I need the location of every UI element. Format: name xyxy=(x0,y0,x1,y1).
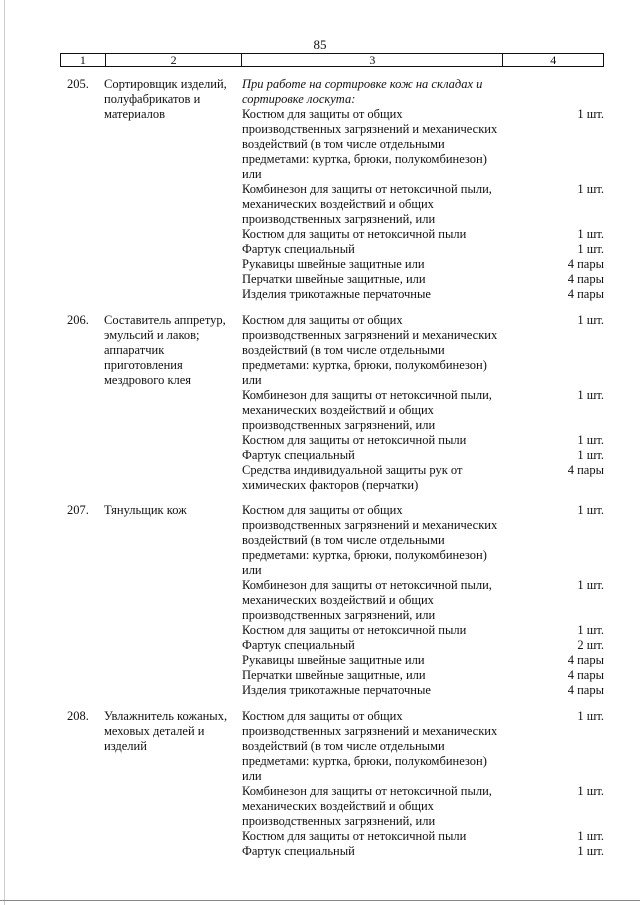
ppe-item xyxy=(242,683,604,698)
ppe-item-name: Костюм для защиты от нетоксичной пыли xyxy=(242,623,467,637)
row-number: 208. xyxy=(67,709,89,723)
header-col-4: 4 xyxy=(550,53,557,67)
row-number: 205. xyxy=(67,77,89,91)
ppe-item-name: Комбинезон для защиты от нетоксичной пыли, механических воздействий и общих производственных загрязнений, или xyxy=(242,578,492,622)
ppe-item-name: Перчатки швейные защитные, или xyxy=(242,272,426,286)
row-number: 207. xyxy=(67,503,89,517)
ppe-item-qty: 1 шт. xyxy=(577,844,604,858)
ppe-item-qty: 1 шт. xyxy=(577,182,604,196)
ppe-item-qty: 1 шт. xyxy=(577,829,604,843)
table-header-row xyxy=(60,53,604,67)
occupation-name: Увлажнитель кожаных, меховых деталей и изделий xyxy=(104,709,228,753)
ppe-item-name: Фартук специальный xyxy=(242,638,355,652)
ppe-item xyxy=(242,313,604,388)
ppe-item-name: Комбинезон для защиты от нетоксичной пыли, механических воздействий и общих производственных загрязнений, или xyxy=(242,784,492,828)
ppe-item-qty: 1 шт. xyxy=(577,227,604,241)
page-margin-line xyxy=(4,0,5,905)
ppe-item-qty: 2 шт. xyxy=(577,638,604,652)
ppe-item xyxy=(242,503,604,578)
ppe-item-name: Фартук специальный xyxy=(242,844,355,858)
work-condition-note: При работе на сортировке кож на складах и сортировке лоскута: xyxy=(242,77,483,106)
ppe-item-name: Средства индивидуальной защиты рук от химических факторов (перчатки) xyxy=(242,463,463,492)
ppe-item xyxy=(242,227,604,242)
ppe-item-qty: 4 пары xyxy=(567,287,604,301)
ppe-item-name: Костюм для защиты от нетоксичной пыли xyxy=(242,829,467,843)
ppe-item-qty: 1 шт. xyxy=(577,623,604,637)
ppe-list xyxy=(242,709,604,859)
ppe-item-name: Изделия трикотажные перчаточные xyxy=(242,287,431,301)
ppe-item-name: Костюм для защиты от общих производственных загрязнений и механических воздействий (в том числе отдельными предметами: куртка, брюки, полукомбинезон) или xyxy=(242,107,498,181)
ppe-item-qty: 1 шт. xyxy=(577,242,604,256)
ppe-item-name: Комбинезон для защиты от нетоксичной пыли, механических воздействий и общих производственных загрязнений, или xyxy=(242,388,492,432)
ppe-item-name: Перчатки швейные защитные, или xyxy=(242,668,426,682)
ppe-item-qty: 1 шт. xyxy=(577,709,604,723)
occupation-name: Тянульщик кож xyxy=(104,503,187,517)
ppe-item xyxy=(242,784,604,829)
header-col-2: 2 xyxy=(106,54,243,66)
ppe-item-qty: 4 пары xyxy=(567,463,604,477)
ppe-item xyxy=(242,638,604,653)
ppe-item xyxy=(242,433,604,448)
page-number: 85 xyxy=(313,37,327,52)
ppe-item-name: Фартук специальный xyxy=(242,448,355,462)
ppe-item-qty: 1 шт. xyxy=(577,433,604,447)
ppe-item-name: Комбинезон для защиты от нетоксичной пыли, механических воздействий и общих производственных загрязнений, или xyxy=(242,182,492,226)
ppe-item-qty: 4 пары xyxy=(567,668,604,682)
ppe-item-qty: 4 пары xyxy=(567,257,604,271)
page-bottom-edge xyxy=(0,900,640,901)
ppe-item-name: Костюм для защиты от общих производственных загрязнений и механических воздействий (в том числе отдельными предметами: куртка, брюки, полукомбинезон) или xyxy=(242,503,498,577)
ppe-item-qty: 1 шт. xyxy=(577,388,604,402)
ppe-list xyxy=(242,503,604,698)
ppe-item xyxy=(242,709,604,784)
occupation-name: Сортировщик изделий, полуфабрикатов и материалов xyxy=(104,77,227,121)
ppe-item xyxy=(242,844,604,859)
ppe-item xyxy=(242,107,604,182)
ppe-item-name: Костюм для защиты от общих производственных загрязнений и механических воздействий (в том числе отдельными предметами: куртка, брюки, полукомбинезон) или xyxy=(242,313,498,387)
ppe-item xyxy=(242,287,604,302)
ppe-item-name: Костюм для защиты от общих производственных загрязнений и механических воздействий (в том числе отдельными предметами: куртка, брюки, полукомбинезон) или xyxy=(242,709,498,783)
ppe-item xyxy=(242,182,604,227)
ppe-item xyxy=(242,448,604,463)
ppe-item-qty: 1 шт. xyxy=(577,578,604,592)
ppe-item xyxy=(242,668,604,683)
ppe-item-qty: 1 шт. xyxy=(577,784,604,798)
ppe-item xyxy=(242,272,604,287)
ppe-item xyxy=(242,388,604,433)
ppe-item xyxy=(242,242,604,257)
ppe-item-name: Фартук специальный xyxy=(242,242,355,256)
ppe-item-name: Изделия трикотажные перчаточные xyxy=(242,683,431,697)
occupation-name: Составитель аппретур, эмульсий и лаков; аппаратчик приготовления мездрового клея xyxy=(104,313,226,387)
ppe-item-qty: 4 пары xyxy=(567,272,604,286)
ppe-item-qty: 1 шт. xyxy=(577,107,604,121)
ppe-item xyxy=(242,653,604,668)
ppe-item xyxy=(242,623,604,638)
ppe-item-qty: 4 пары xyxy=(567,653,604,667)
ppe-item-name: Рукавицы швейные защитные или xyxy=(242,653,425,667)
ppe-item xyxy=(242,257,604,272)
ppe-list xyxy=(242,313,604,493)
ppe-item xyxy=(242,829,604,844)
ppe-list xyxy=(242,77,604,302)
ppe-item xyxy=(242,463,604,493)
ppe-item-qty: 1 шт. xyxy=(577,503,604,517)
ppe-item-qty: 1 шт. xyxy=(577,448,604,462)
row-number: 206. xyxy=(67,313,89,327)
ppe-item-name: Рукавицы швейные защитные или xyxy=(242,257,425,271)
header-col-3: 3 xyxy=(242,54,503,66)
ppe-item-qty: 1 шт. xyxy=(577,313,604,327)
header-col-1: 1 xyxy=(61,54,106,66)
ppe-item-name: Костюм для защиты от нетоксичной пыли xyxy=(242,227,467,241)
ppe-item-name: Костюм для защиты от нетоксичной пыли xyxy=(242,433,467,447)
ppe-item-qty: 4 пары xyxy=(567,683,604,697)
ppe-item xyxy=(242,578,604,623)
